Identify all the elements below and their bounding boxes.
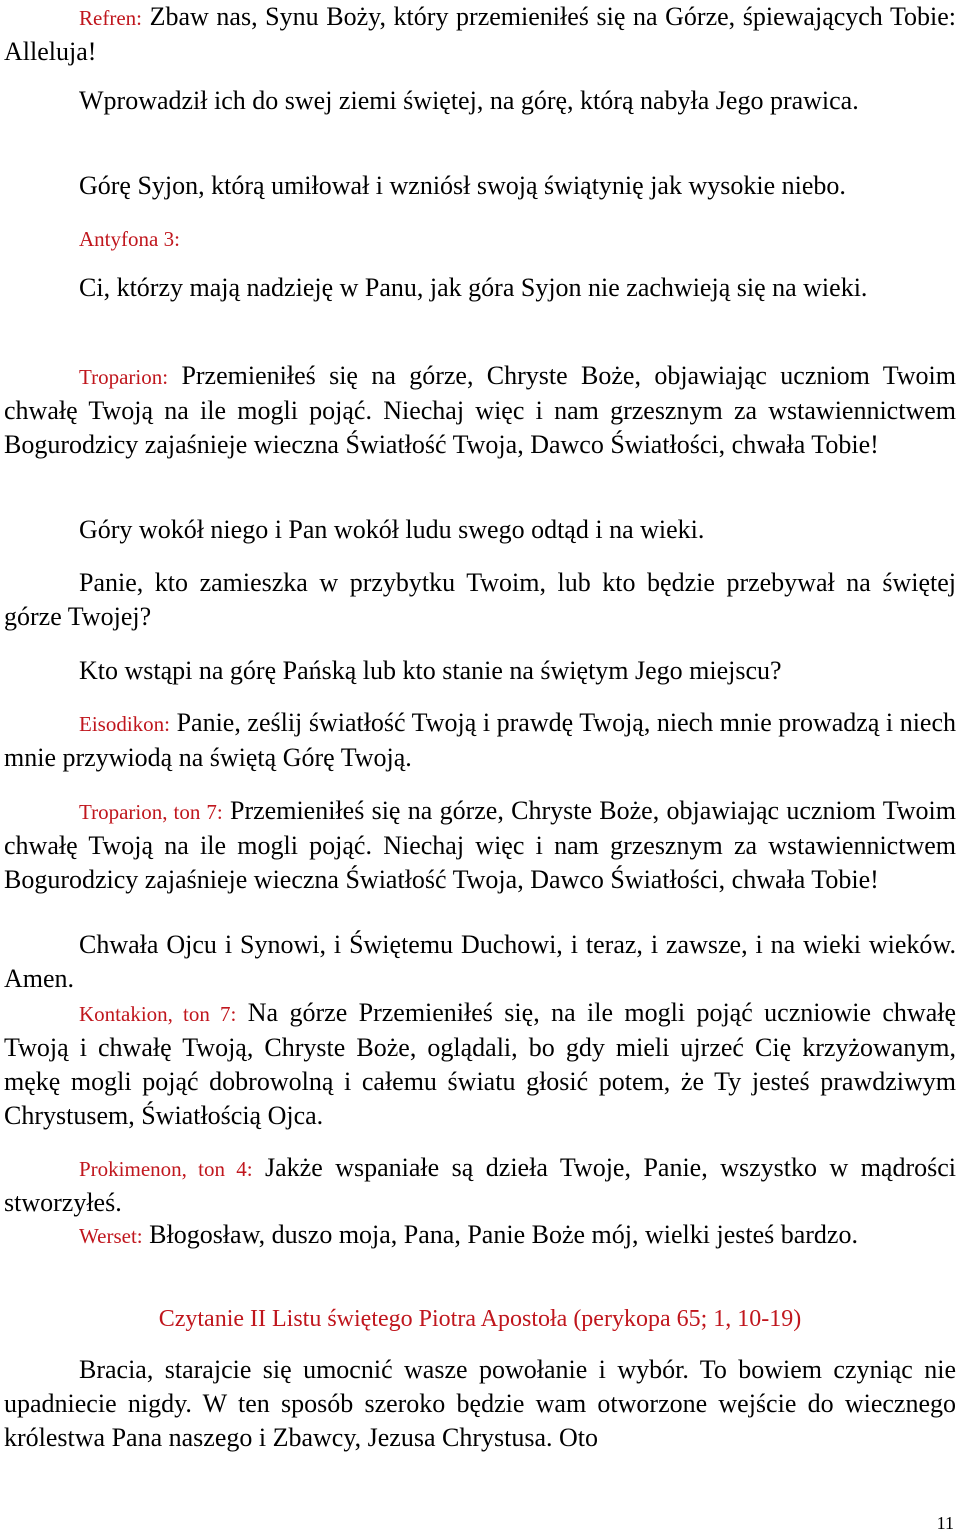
troparion-paragraph [4, 794, 956, 897]
rubric-label: Antyfona 3: [79, 227, 180, 251]
reading-paragraph [4, 1353, 956, 1455]
paragraph-text: Górę Syjon, którą umiłował i wzniósł swoją świątynię jak wysokie niebo. [79, 171, 846, 200]
rubric-label: Werset: [79, 1224, 143, 1248]
verse-paragraph [4, 654, 956, 688]
kontakion-paragraph [4, 996, 956, 1133]
paragraph-text: Przemieniłeś się na górze, Chryste Boże, objawiając uczniom Twoim chwałę Twoją na ile mogli pojąć. Niechaj więc i nam grzesznym za wstawiennictwem Bogurodzicy zajaśnieje wieczna Światłość Twoja, Dawco Światłości, chwała Tobie! [4, 796, 956, 894]
verse-paragraph [4, 84, 956, 118]
verse-paragraph [4, 169, 956, 203]
paragraph-text: Jakże wspaniałe są dzieła Twoje, Panie, wszystko w mądrości stworzyłeś. [4, 1153, 956, 1217]
paragraph-text: Chwała Ojcu i Synowi, i Świętemu Duchowi, i teraz, i zawsze, i na wieki wieków. Amen. [4, 930, 956, 993]
eisodikon-paragraph [4, 706, 956, 775]
rubric-label: Prokimenon, ton 4: [79, 1157, 253, 1181]
paragraph-text: Na górze Przemieniłeś się, na ile mogli pojąć uczniowie chwałę Twoją i chwałę Twoją, Chryste Boże, oglądali, bo gdy mieli ujrzeć Cię krzyżowanym, mękę mogli pojąć dobrowolną i całemu światu głosić potem, że Ty jesteś prawdziwym Chrystusem, Światłością Ojca. [4, 998, 957, 1130]
paragraph-text: Panie, ześlij światłość Twoją i prawdę Twoją, niech mnie prowadzą i niech mnie przywiodą na świętą Górę Twoją. [4, 708, 957, 772]
paragraph-text: Panie, kto zamieszka w przybytku Twoim, lub kto będzie przebywał na świętej górze Twojej? [4, 568, 956, 631]
rubric-label: Refren: [79, 6, 142, 30]
rubric-label: Kontakion, ton 7: [79, 1002, 237, 1026]
rubric-label: Eisodikon: [79, 712, 171, 736]
prokimenon-paragraph [4, 1151, 956, 1220]
verse-paragraph [4, 271, 956, 305]
paragraph-text: Wprowadził ich do swej ziemi świętej, na górę, którą nabyła Jego prawica. [79, 86, 859, 115]
verse-paragraph [4, 566, 956, 634]
paragraph-text: Błogosław, duszo moja, Pana, Panie Boże mój, wielki jesteś bardzo. [149, 1220, 858, 1249]
refrain-paragraph [4, 0, 956, 69]
paragraph-text: Przemieniłeś się na górze, Chryste Boże, objawiając uczniom Twoim chwałę Twoją na ile mogli pojąć. Niechaj więc i nam grzesznym za wstawiennictwem Bogurodzicy zajaśnieje wieczna Światłość Twoja, Dawco Światłości, chwała Tobie! [4, 361, 956, 459]
reading-title: Czytanie II Listu świętego Piotra Apostoła (perykopa 65; 1, 10-19) [158, 1306, 802, 1332]
paragraph-text: Bracia, starajcie się umocnić wasze powołanie i wybór. To bowiem czyniąc nie upadniecie nigdy. W ten sposób szeroko będzie wam otworzone wejście do wiecznego królestwa Pana naszego i Zbawcy, Jezusa Chrystusa. Oto [4, 1355, 956, 1452]
verse-paragraph [4, 513, 956, 547]
troparion-paragraph [4, 359, 956, 462]
rubric-label: Troparion: [79, 365, 169, 389]
doxology-paragraph [4, 928, 956, 996]
paragraph-text: Ci, którzy mają nadzieję w Panu, jak góra Syjon nie zachwieją się na wieki. [79, 273, 868, 302]
paragraph-text: Zbaw nas, Synu Boży, który przemieniłeś się na Górze, śpiewających Tobie: Alleluja! [4, 2, 957, 66]
rubric-label: Troparion, ton 7: [79, 800, 223, 824]
antiphon-heading [4, 221, 956, 256]
page-number: 11 [936, 1513, 954, 1533]
verse-paragraph [4, 1218, 956, 1253]
paragraph-text: Góry wokół niego i Pan wokół ludu swego odtąd i na wieki. [79, 515, 705, 544]
paragraph-text: Kto wstąpi na górę Pańską lub kto stanie na świętym Jego miejscu? [79, 656, 782, 685]
